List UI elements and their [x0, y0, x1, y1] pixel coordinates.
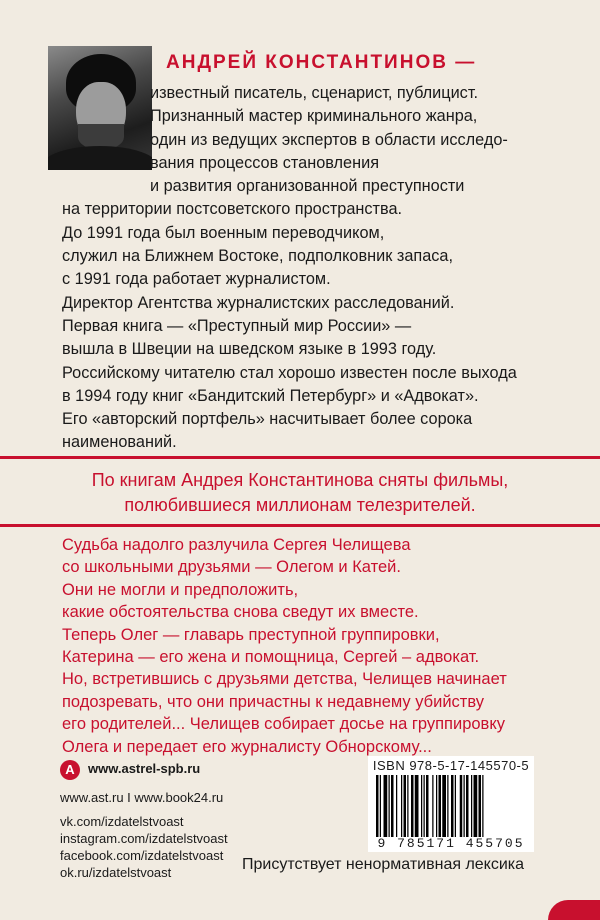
bio-line: один из ведущих экспертов в области исследо- — [150, 130, 508, 149]
content-warning: Присутствует ненормативная лексика — [242, 856, 525, 873]
barcode-bar — [384, 775, 388, 837]
social-link-ok: ok.ru/izdatelstvoast — [60, 865, 172, 880]
barcode-bar — [426, 775, 429, 837]
book-annotation — [62, 534, 582, 758]
bio-line: служил на Ближнем Востоке, подполковник запаса, — [62, 247, 453, 266]
annotation-line: Судьба надолго разлучила Сергея Челищева — [62, 536, 411, 554]
bio-line: с 1991 года работает журналистом. — [62, 270, 331, 289]
barcode — [368, 756, 534, 852]
barcode-bar — [466, 775, 469, 837]
barcode-bar — [415, 775, 419, 837]
bio-line: Первая книга — «Преступный мир России» — — [62, 316, 412, 335]
barcode-bar — [396, 775, 397, 837]
social-link-facebook: facebook.com/izdatelstvoast — [60, 848, 224, 863]
bio-line: До 1991 года был военным переводчиком, — [62, 223, 385, 242]
barcode-bar — [471, 775, 472, 837]
films-note-line: полюбившиеся миллионам телезрителей. — [124, 495, 476, 515]
annotation-line: со школьными друзьями — Олегом и Катей. — [62, 558, 401, 577]
films-note — [30, 468, 570, 518]
barcode-bar — [474, 775, 478, 837]
barcode-bar — [442, 775, 446, 837]
annotation-line: подозревать, что они причастны к недавнему убийству — [62, 692, 485, 711]
divider-top — [0, 456, 600, 459]
barcode-digits: 9 785171 455705 — [377, 836, 525, 851]
annotation-line: Но, встретившись с друзьями детства, Челищев начинает — [62, 670, 507, 689]
barcode-bar — [436, 775, 437, 837]
barcode-bar — [455, 775, 456, 837]
corner-tab — [548, 900, 600, 920]
films-note-line: По книгам Андрея Константинова сняты фильмы, — [91, 470, 509, 490]
bio-line: вышла в Швеции на шведском языке в 1993 году. — [62, 340, 437, 359]
barcode-bar — [376, 775, 379, 837]
bio-line: наименований. — [62, 433, 177, 452]
author-name: АНДРЕЙ КОНСТАНТИНОВ — — [166, 52, 477, 73]
barcode-bar — [460, 775, 463, 837]
barcode-bars — [376, 775, 526, 837]
bio-line: на территории постсоветского пространства. — [62, 200, 403, 219]
annotation-line: какие обстоятельства снова сведут их вместе. — [62, 603, 419, 622]
barcode-bar — [482, 775, 483, 837]
barcode-bar — [380, 775, 381, 837]
astrel-url: www.astrel-spb.ru — [88, 761, 201, 776]
bio-line: Его «авторский портфель» насчитывает более сорока — [62, 410, 473, 429]
barcode-bar — [404, 775, 407, 837]
barcode-bar — [391, 775, 394, 837]
barcode-bar — [479, 775, 482, 837]
barcode-bar — [411, 775, 414, 837]
barcode-bar — [401, 775, 402, 837]
barcode-bar — [389, 775, 390, 837]
bio-line: известный писатель, сценарист, публицист. — [150, 84, 478, 102]
bio-line: в 1994 году книг «Бандитский Петербург» и «Адвокат». — [62, 386, 479, 405]
annotation-line: Катерина — его жена и помощница, Сергей – адвокат. — [62, 648, 480, 667]
author-bio — [62, 82, 562, 455]
bio-line: вания процессов становления — [150, 153, 380, 172]
social-link-instagram: instagram.com/izdatelstvoast — [60, 831, 228, 846]
astrel-logo-icon: А — [60, 760, 80, 780]
divider-bottom — [0, 524, 600, 527]
barcode-bar — [421, 775, 422, 837]
annotation-line: Они не могли и предположить, — [62, 580, 299, 599]
bio-line: Директор Агентства журналистских расследований. — [62, 293, 455, 312]
barcode-bar — [439, 775, 442, 837]
isbn-label: ISBN 978-5-17-145570-5 — [372, 758, 530, 773]
bio-line: Российскому читателю стал хорошо известен после выхода — [62, 363, 517, 382]
annotation-line: его родителей... Челищев собирает досье на группировку — [62, 715, 505, 734]
bio-line: Признанный мастер криминального жанра, — [150, 107, 478, 126]
annotation-line: Олега и передает его журналисту Обнорскому... — [62, 737, 432, 756]
barcode-bar — [447, 775, 448, 837]
publisher-sites: www.ast.ru I www.book24.ru — [60, 790, 224, 805]
social-link-vk: vk.com/izdatelstvoast — [60, 814, 184, 829]
annotation-line: Теперь Олег — главарь преступной группировки, — [62, 625, 440, 644]
barcode-bar — [464, 775, 465, 837]
bio-line: и развития организованной преступности — [150, 177, 465, 196]
barcode-bar — [407, 775, 408, 837]
barcode-bar — [451, 775, 454, 837]
barcode-bar — [432, 775, 433, 837]
barcode-bar — [424, 775, 425, 837]
